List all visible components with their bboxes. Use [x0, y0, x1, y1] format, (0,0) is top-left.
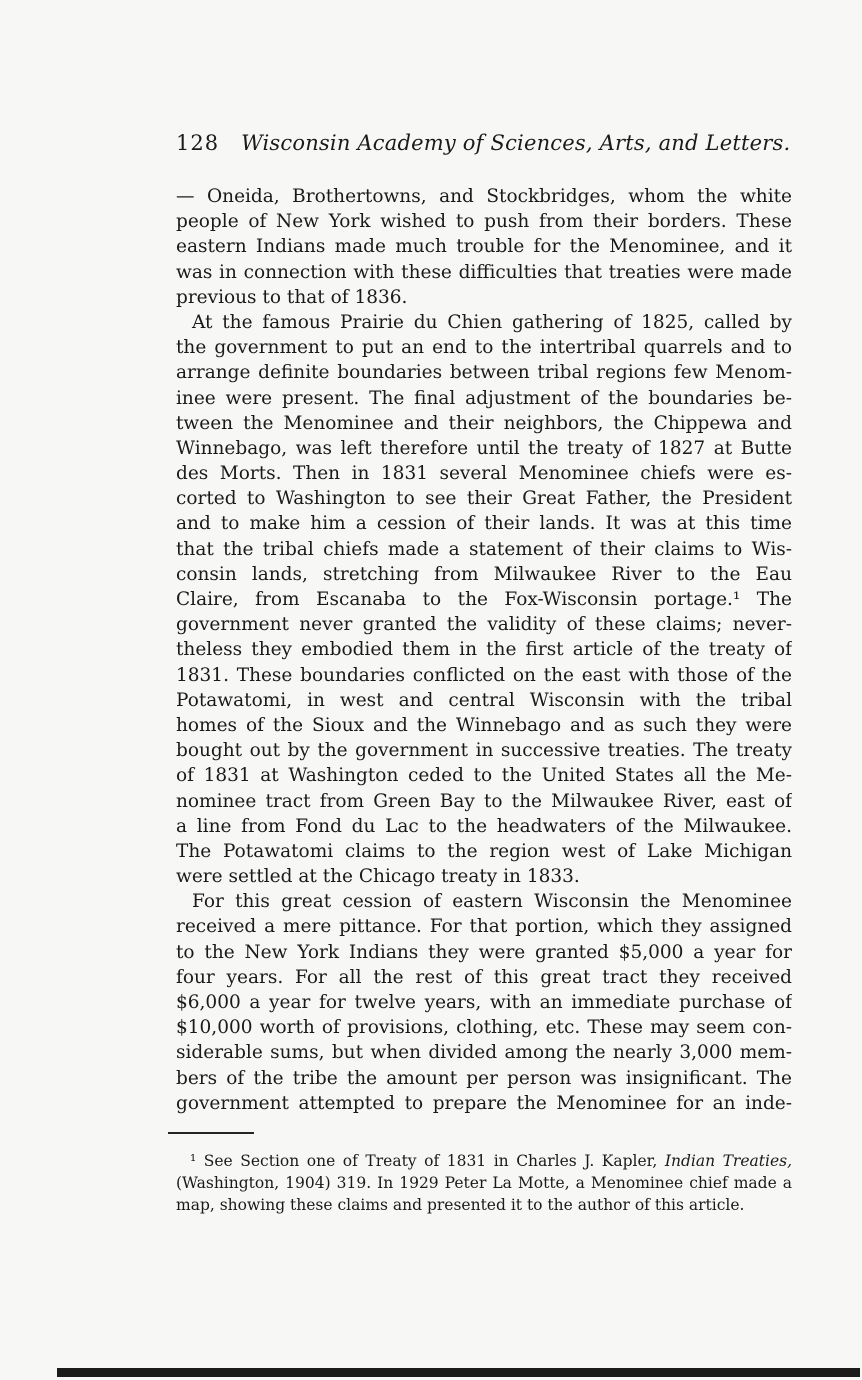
- text-line: of 1831 at Washington ceded to the United States all the Me-: [176, 765, 792, 787]
- text-line: the government to put an end to the intertribal quarrels and to: [176, 337, 792, 359]
- text-line: inee were present. The final adjustment of the boundaries be-: [176, 387, 792, 409]
- footnote-citation-roman: ¹ See Section one of Treaty of 1831 in Charles J. Kapler,: [190, 1151, 665, 1170]
- text-line: arrange definite boundaries between tribal regions few Menom-: [176, 362, 792, 384]
- page-number: 128: [176, 131, 220, 155]
- text-line: theless they embodied them in the first article of the treaty of: [176, 639, 792, 661]
- text-line: Winnebago, was left therefore until the treaty of 1827 at Butte: [176, 437, 792, 459]
- text-line: The Potawatomi claims to the region west of Lake Michigan: [176, 840, 792, 862]
- footnote-separator-rule: [168, 1132, 254, 1134]
- footnote-citation-italic-title: Indian Treaties,: [664, 1151, 792, 1170]
- footnote-line: (Washington, 1904) 319. In 1929 Peter La Motte, a Menominee chief made a: [176, 1173, 792, 1192]
- footnote: [176, 1150, 792, 1216]
- text-line: bought out by the government in successive treaties. The treaty: [176, 740, 792, 762]
- text-line: government never granted the validity of these claims; never-: [176, 614, 792, 636]
- text-line: siderable sums, but when divided among the nearly 3,000 mem-: [176, 1042, 792, 1064]
- paragraph-2: [176, 310, 792, 889]
- scan-edge-artifact: [57, 1368, 860, 1377]
- text-line: consin lands, stretching from Milwaukee River to the Eau: [176, 563, 792, 585]
- text-line: nominee tract from Green Bay to the Milwaukee River, east of: [176, 790, 792, 812]
- text-line: people of New York wished to push from their borders. These: [176, 211, 792, 233]
- text-line: received a mere pittance. For that portion, which they assigned: [176, 916, 792, 938]
- text-line: $10,000 worth of provisions, clothing, etc. These may seem con-: [176, 1017, 792, 1039]
- text-line: previous to that of 1836.: [176, 286, 408, 308]
- text-block: [176, 130, 792, 1216]
- text-line: eastern Indians made much trouble for the Menominee, and it: [176, 236, 792, 258]
- text-line: and to make him a cession of their lands. It was at this time: [176, 513, 792, 535]
- text-line: homes of the Sioux and the Winnebago and as such they were: [176, 714, 792, 736]
- paragraph-1: [176, 184, 792, 310]
- paragraph-3: [176, 889, 792, 1116]
- text-line: 1831. These boundaries conflicted on the east with those of the: [176, 664, 792, 686]
- body-text: [176, 184, 792, 1116]
- text-line: that the tribal chiefs made a statement of their claims to Wis-: [176, 538, 792, 560]
- footnote-line: map, showing these claims and presented it to the author of this article.: [176, 1195, 745, 1214]
- text-line: a line from Fond du Lac to the headwaters of the Milwaukee.: [176, 815, 792, 837]
- text-line: corted to Washington to see their Great Father, the President: [176, 488, 792, 510]
- text-line: At the famous Prairie du Chien gathering of 1825, called by: [192, 311, 792, 333]
- text-line: bers of the tribe the amount per person was insignificant. The: [176, 1067, 792, 1089]
- footnote-line: [176, 1150, 792, 1172]
- text-line: Claire, from Escanaba to the Fox-Wisconsin portage.¹ The: [176, 589, 792, 610]
- text-line: Potawatomi, in west and central Wisconsin with the tribal: [176, 689, 792, 711]
- text-line: des Morts. Then in 1831 several Menominee chiefs were es-: [176, 463, 792, 485]
- text-line: For this great cession of eastern Wisconsin the Menominee: [192, 891, 792, 913]
- text-line: tween the Menominee and their neighbors, the Chippewa and: [176, 412, 792, 434]
- text-line: $6,000 a year for twelve years, with an immediate purchase of: [176, 992, 792, 1013]
- page-header: [176, 130, 792, 156]
- text-line: were settled at the Chicago treaty in 1833.: [176, 866, 580, 888]
- running-title: Wisconsin Academy of Sciences, Arts, and Letters.: [241, 131, 791, 155]
- text-line: was in connection with these difficulties that treaties were made: [176, 261, 792, 283]
- text-line: four years. For all the rest of this great tract they received: [176, 966, 792, 988]
- text-line: — Oneida, Brothertowns, and Stockbridges, whom the white: [176, 186, 792, 207]
- text-line: government attempted to prepare the Menominee for an inde-: [176, 1092, 792, 1114]
- text-line: to the New York Indians they were granted $5,000 a year for: [176, 941, 792, 963]
